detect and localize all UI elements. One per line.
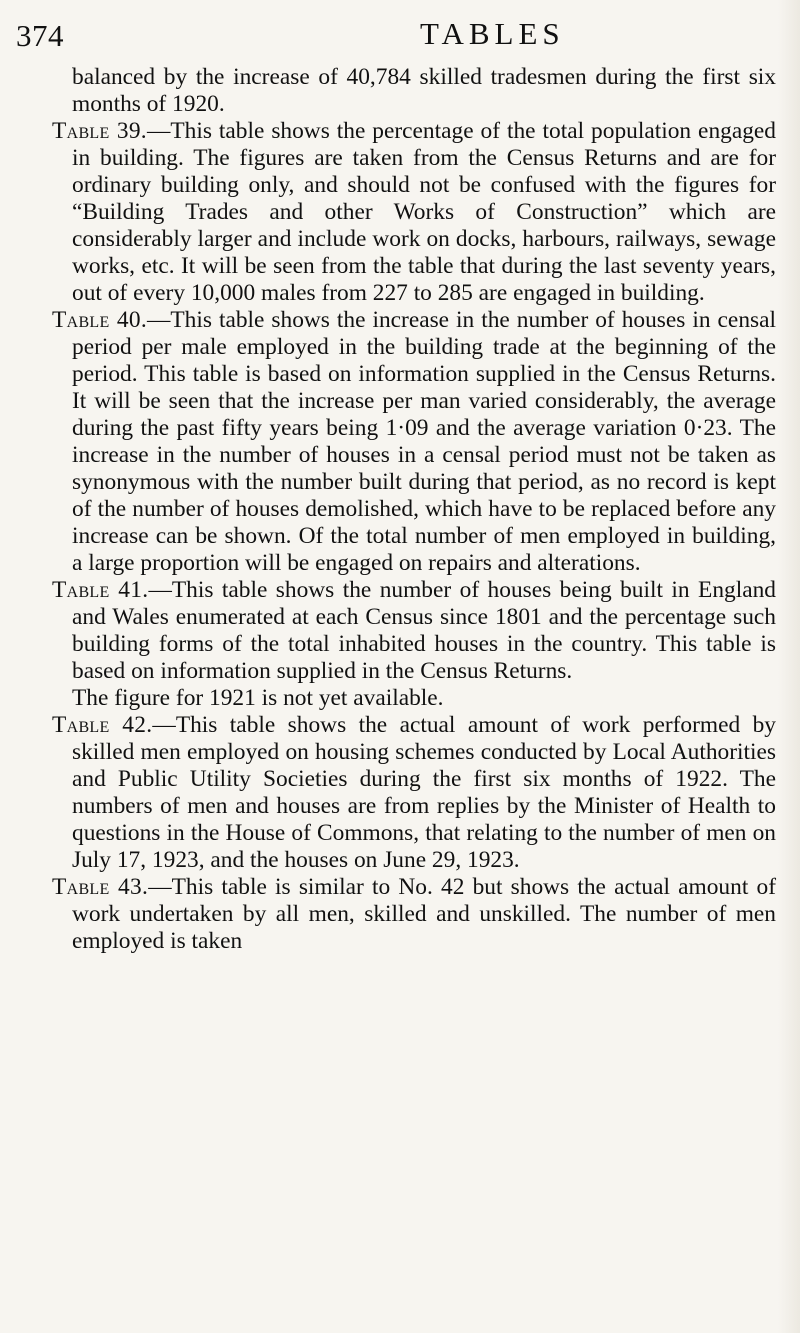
paragraph-text: —This table shows the number of houses being built in England and Wales enumerated at each Census since 1801 and the percentage such building forms of the total inhabited houses in the country. This table is based on information supplied in the Census Returns. — [72, 577, 776, 684]
paragraph-note: The figure for 1921 is not yet available. — [72, 685, 444, 711]
paragraph-table-40 — [52, 307, 776, 577]
paragraph-text: —This table shows the percentage of the total population engaged in building. The figures are taken from the Census Returns and are for ordinary building only, and should not be confused with the figures for “Building Trades and other Works of Construction” which are considerably larger and include work on docks, harbours, railways, sewage works, etc. It will be seen from the table that during the last seventy years, out of every 10,000 males from 227 to 285 are engaged in building. — [72, 118, 776, 306]
paragraph-table-43 — [52, 874, 776, 955]
table-label: Table 43. — [52, 874, 149, 900]
table-label: Table 42. — [52, 712, 153, 738]
table-label: Table 41. — [52, 577, 149, 603]
paragraph-text: —This table shows the increase in the number of houses in censal period per male employed in the building trade at the beginning of the period. This table is based on information supplied in the Census Returns. It will be seen that the increase per man varied considerably, the average during the past fifty years being 1·09 and the average variation 0·23. The increase in the number of houses in a censal period must not be taken as synonymous with the number built during that period, as no record is kept of the number of houses demolished, which have to be replaced before any increase can be shown. Of the total number of men employed in building, a large proportion will be engaged on repairs and alterations. — [72, 307, 776, 576]
paragraph-continuation — [52, 64, 776, 118]
paragraph-table-39 — [52, 118, 776, 307]
paragraph-text: —This table shows the actual amount of work performed by skilled men employed on housing schemes conducted by Local Authorities and Public Utility Societies during the first six months of 1922. The numbers of men and houses are from replies by the Minister of Health to questions in the House of Commons, that relating to the number of men on July 17, 1923, and the houses on June 29, 1923. — [72, 712, 776, 873]
body-text — [52, 64, 776, 955]
page-number: 374 — [16, 18, 64, 53]
paragraph-table-41 — [52, 577, 776, 712]
table-label: Table 39. — [52, 118, 147, 144]
running-head — [0, 10, 800, 53]
paragraph-text: —This table is similar to No. 42 but shows the actual amount of work undertaken by all men, skilled and unskilled. The number of men employed is taken — [72, 874, 776, 954]
running-title: TABLES — [420, 16, 565, 51]
paragraph-text: balanced by the increase of 40,784 skilled tradesmen during the first six months of 1920. — [72, 64, 776, 117]
paragraph-table-42 — [52, 712, 776, 874]
table-label: Table 40. — [52, 307, 147, 333]
